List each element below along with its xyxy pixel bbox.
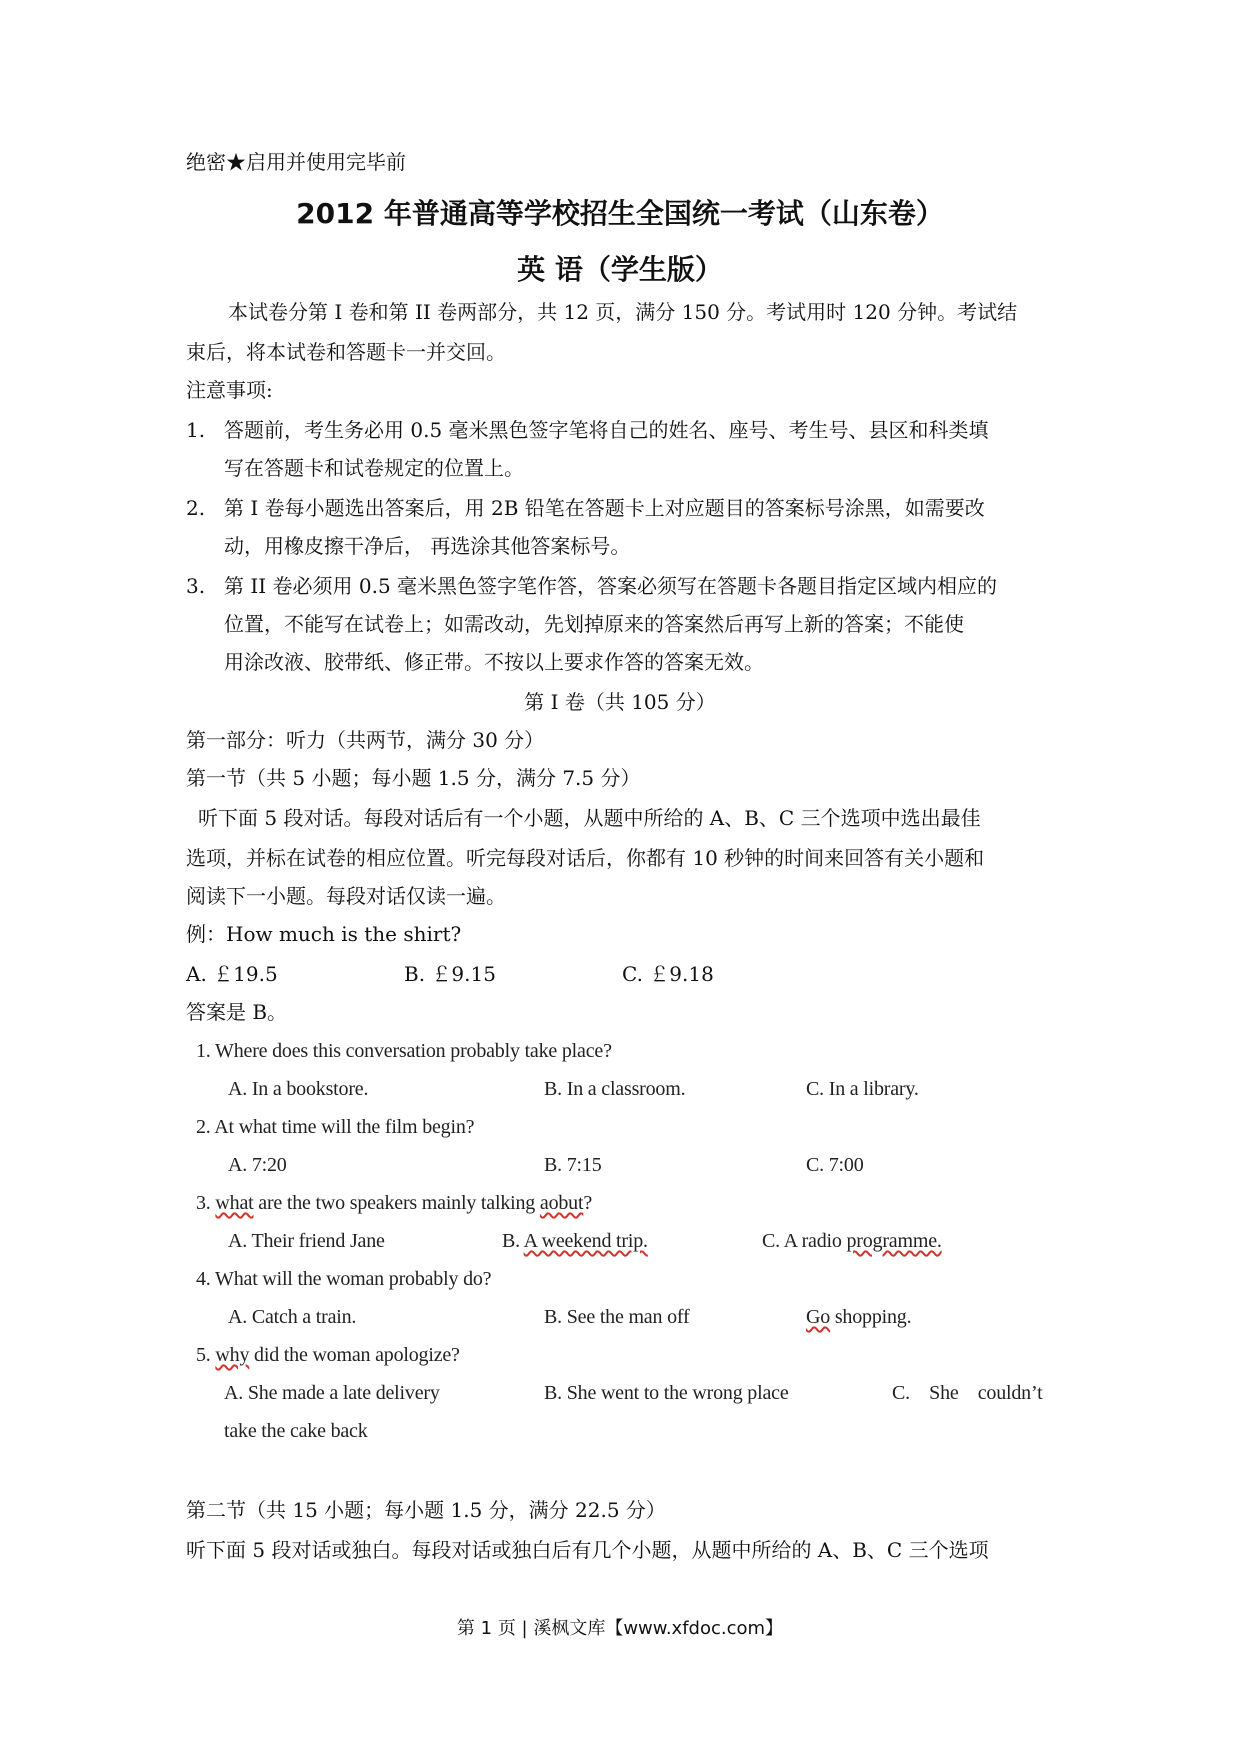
notes-title: 注意事项: xyxy=(186,378,273,402)
note-text: 用涂改液、胶带纸、修正带。不按以上要求作答的答案无效。 xyxy=(224,650,764,674)
q3-option-c xyxy=(762,1230,942,1253)
q4-option-a: A. Catch a train. xyxy=(228,1306,357,1328)
misspelled-word: what xyxy=(215,1192,254,1214)
question-4: 4. What will the woman probably do? xyxy=(196,1268,492,1290)
intro-line-1: 本试卷分第 I 卷和第 II 卷两部分，共 12 页，满分 150 分。考试用时 120 分钟。考试结 xyxy=(228,300,1018,324)
note-text: 答题前，考生务必用 0.5 毫米黑色签字笔将自己的姓名、座号、考生号、县区和科类填 xyxy=(224,418,989,442)
note-text: 动，用橡皮擦干净后， 再选涂其他答案标号。 xyxy=(224,534,631,558)
example-option-b: B. ￡9.15 xyxy=(404,962,496,986)
misspelled-word: aobut xyxy=(539,1192,584,1214)
note-number: 2. xyxy=(186,496,206,520)
q5-option-c-continued: take the cake back xyxy=(224,1420,368,1442)
question-3-text: are the two speakers mainly talking xyxy=(253,1192,540,1214)
question-5 xyxy=(196,1344,460,1367)
misspelled-word: why xyxy=(215,1344,250,1366)
exam-title: 2012 年普通高等学校招生全国统一考试（山东卷） xyxy=(296,197,944,230)
example-question: 例：How much is the shirt? xyxy=(186,922,462,946)
q2-option-c: C. 7:00 xyxy=(806,1154,864,1176)
q3-option-b xyxy=(502,1230,648,1253)
note-number: 1. xyxy=(186,418,206,442)
part-one-heading: 第 I 卷（共 105 分） xyxy=(524,690,716,714)
q2-option-b: B. 7:15 xyxy=(544,1154,602,1176)
q4-option-c xyxy=(806,1306,911,1329)
question-3 xyxy=(196,1192,592,1215)
secret-label: 绝密★启用并使用完毕前 xyxy=(186,150,406,174)
intro-line-2: 束后，将本试卷和答题卡一并交回。 xyxy=(186,340,506,364)
q1-option-a: A. In a bookstore. xyxy=(228,1078,369,1100)
note-text: 第 II 卷必须用 0.5 毫米黑色签字笔作答，答案必须写在答题卡各题目指定区域内相应的 xyxy=(224,574,998,598)
q3-option-c-label: C. A radio xyxy=(762,1230,847,1252)
question-5-number: 5. xyxy=(196,1344,216,1366)
note-text: 第 I 卷每小题选出答案后，用 2B 铅笔在答题卡上对应题目的答案标号涂黑，如需要改 xyxy=(224,496,985,520)
q3-option-b-text: A weekend trip. xyxy=(523,1230,648,1252)
question-5-text: did the woman apologize? xyxy=(249,1344,460,1366)
section-one-heading: 第一节（共 5 小题；每小题 1.5 分，满分 7.5 分） xyxy=(186,766,641,790)
example-option-c: C. ￡9.18 xyxy=(622,962,714,986)
note-text: 位置，不能写在试卷上；如需改动，先划掉原来的答案然后再写上新的答案；不能使 xyxy=(224,612,964,636)
example-option-a: A. ￡19.5 xyxy=(186,962,278,986)
q3-option-b-label: B. xyxy=(502,1230,524,1252)
q1-option-b: B. In a classroom. xyxy=(544,1078,686,1100)
question-3-end: ? xyxy=(583,1192,593,1214)
section-one-instruction: 选项，并标在试卷的相应位置。听完每段对话后，你都有 10 秒钟的时间来回答有关小题和 xyxy=(186,846,985,870)
question-3-number: 3. xyxy=(196,1192,216,1214)
q5-option-b: B. She went to the wrong place xyxy=(544,1382,789,1404)
q5-option-a: A. She made a late delivery xyxy=(224,1382,440,1404)
question-2: 2. At what time will the film begin? xyxy=(196,1116,475,1138)
section-one-instruction: 阅读下一小题。每段对话仅读一遍。 xyxy=(186,884,506,908)
q3-option-c-text: programme. xyxy=(846,1230,942,1252)
q5-option-c: C. She couldn’t xyxy=(892,1382,1043,1404)
listening-heading: 第一部分：听力（共两节，满分 30 分） xyxy=(186,728,545,752)
q3-option-a: A. Their friend Jane xyxy=(228,1230,385,1252)
exam-subtitle: 英 语（学生版） xyxy=(517,253,723,286)
note-number: 3. xyxy=(186,574,206,598)
section-two-heading: 第二节（共 15 小题；每小题 1.5 分，满分 22.5 分） xyxy=(186,1498,666,1522)
example-answer: 答案是 B。 xyxy=(186,1000,288,1024)
q2-option-a: A. 7:20 xyxy=(228,1154,287,1176)
q4-option-c-word: Go xyxy=(806,1306,831,1328)
page-footer: 第 1 页 | 溪枫文库【www.xfdoc.com】 xyxy=(456,1618,784,1639)
section-two-instruction: 听下面 5 段对话或独白。每段对话或独白后有几个小题，从题中所给的 A、B、C 三个选项 xyxy=(186,1538,989,1562)
section-one-instruction: 听下面 5 段对话。每段对话后有一个小题，从题中所给的 A、B、C 三个选项中选出最佳 xyxy=(198,806,981,830)
question-1: 1. Where does this conversation probably take place? xyxy=(196,1040,612,1062)
q4-option-b: B. See the man off xyxy=(544,1306,690,1328)
q4-option-c-text: shopping. xyxy=(830,1306,912,1328)
q1-option-c: C. In a library. xyxy=(806,1078,919,1100)
note-text: 写在答题卡和试卷规定的位置上。 xyxy=(224,456,524,480)
